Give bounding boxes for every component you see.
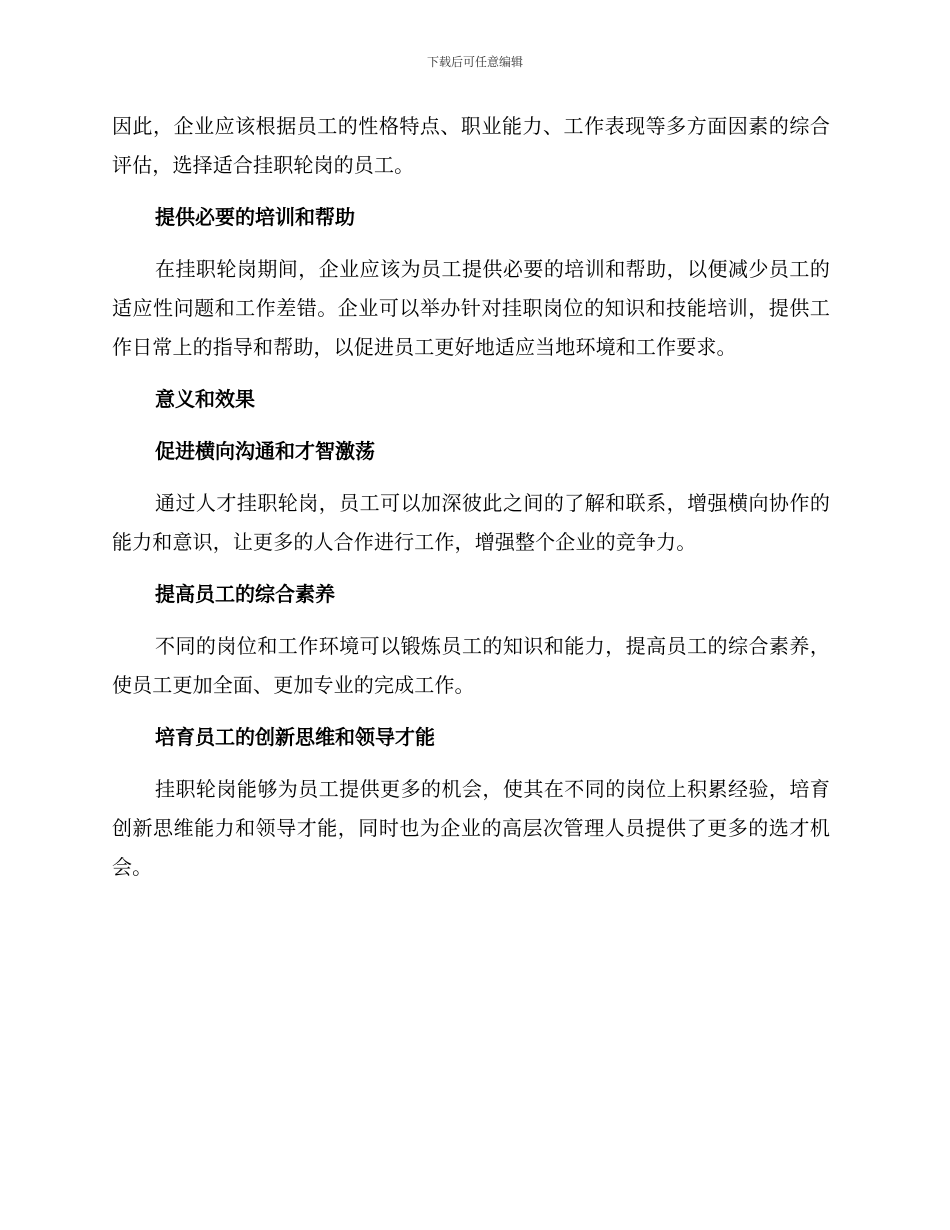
paragraph-comprehensive-quality: 不同的岗位和工作环境可以锻炼员工的知识和能力，提高员工的综合素养，使员工更加全面、更加专业的完成工作。 — [112, 634, 830, 697]
paragraph-innovation-leadership: 挂职轮岗能够为员工提供更多的机会，使其在不同的岗位上积累经验，培育创新思维能力和领导才能，同时也为企业的高层次管理人员提供了更多的选才机会。 — [112, 777, 830, 879]
paragraph-training-support: 在挂职轮岗期间，企业应该为员工提供必要的培训和帮助，以便减少员工的适应性问题和工作差错。企业可以举办针对挂职岗位的知识和技能培训，提供工作日常上的指导和帮助，以促进员工更好地适应当地环境和工作要求。 — [112, 257, 830, 359]
paragraph-selection-criteria: 因此，企业应该根据员工的性格特点、职业能力、工作表现等多方面因素的综合评估，选择适合挂职轮岗的员工。 — [112, 114, 830, 177]
heading-horizontal-communication: 促进横向沟通和才智激荡 — [155, 439, 375, 463]
heading-significance-effects: 意义和效果 — [155, 387, 255, 411]
page-header: 下载后可任意编辑 — [426, 55, 523, 69]
heading-training-support: 提供必要的培训和帮助 — [155, 205, 355, 229]
document-body — [112, 107, 830, 900]
heading-comprehensive-quality: 提高员工的综合素养 — [155, 582, 335, 606]
heading-innovation-leadership: 培育员工的创新思维和领导才能 — [155, 725, 435, 749]
paragraph-horizontal-communication: 通过人才挂职轮岗，员工可以加深彼此之间的了解和联系，增强横向协作的能力和意识，让更多的人合作进行工作，增强整个企业的竞争力。 — [112, 491, 830, 554]
